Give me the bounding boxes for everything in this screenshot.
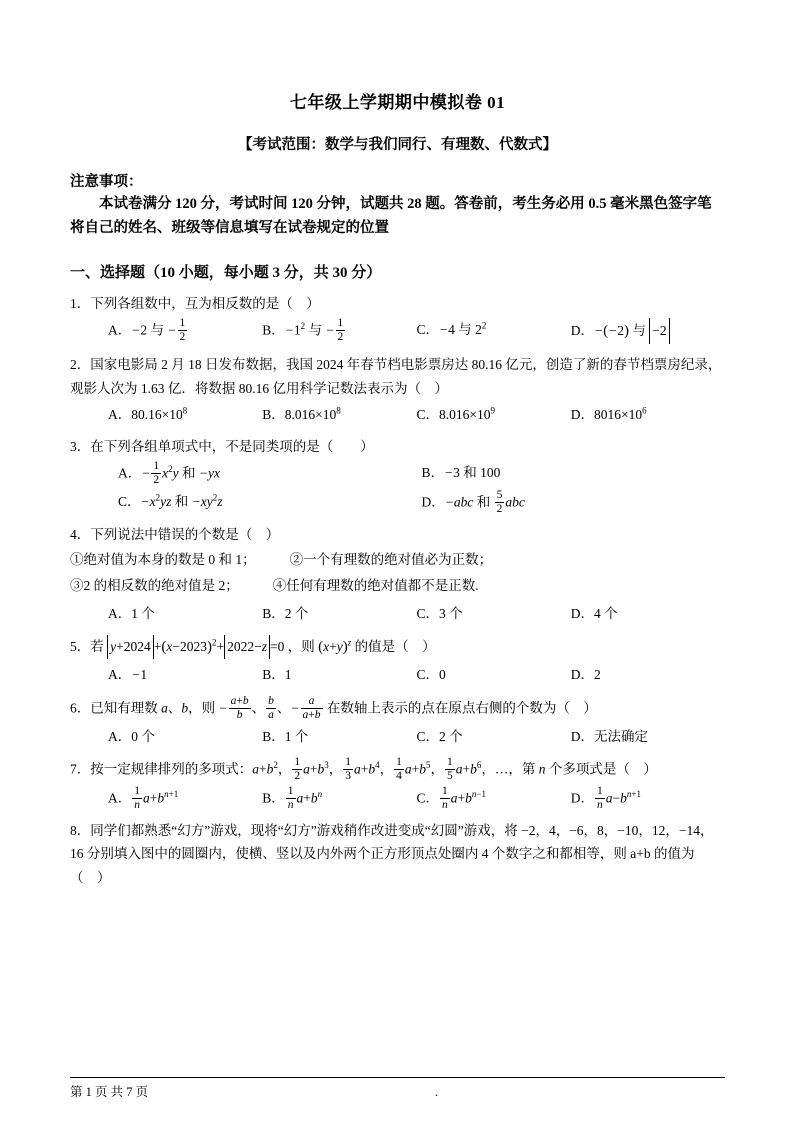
question-6-option-a: A．0 个	[108, 728, 155, 744]
question-2-text-line1: 国家电影局 2 月 18 日发布数据，我国 2024 年春节档电影票房达 80.16 亿元，创造了新的春节档票房纪录，	[90, 356, 722, 372]
question-7	[70, 756, 725, 812]
question-2-option-a: A．$80.16\times 10^8$	[108, 405, 188, 423]
question-1-number: 1．	[70, 295, 91, 311]
footer-page-info: 第 1 页 共 7 页	[70, 1085, 149, 1099]
question-6-option-d: D．无法确定	[570, 728, 648, 744]
question-7-option-a: A． $\frac{1}{n}$ $a+b^{n+1}$	[108, 784, 179, 811]
question-8-stem	[70, 819, 725, 843]
question-5	[70, 634, 725, 688]
question-7-option-b: B． $\frac{1}{n}$ $a+b^n$	[262, 784, 323, 811]
question-4-option-a: A．1 个	[108, 606, 155, 622]
question-6-options	[70, 724, 725, 750]
question-7-options	[70, 785, 725, 812]
question-2-stem	[70, 353, 725, 377]
question-7-stem: 7．按一定规律排列的多项式：$a+b^2$， $\frac{1}{2}$ $a+b^3$， $\frac{1}{3}$ $a+b^4$， $\frac{1}{4}$ $a+b^5$， $\frac{1}{5}$ $a+b^6$，…，第 n 个多项式是（ ）	[70, 756, 657, 783]
question-1-option-d: D．−(−2) 与 −2	[571, 317, 725, 346]
question-4-subitems-row2	[70, 573, 725, 599]
question-8	[70, 819, 725, 890]
question-2	[70, 353, 725, 428]
question-2-text-line2: 观影人次为 1.63 亿．将数据 80.16 亿用科学记数法表示为（ ）	[70, 380, 448, 396]
question-4-subitems-row1	[70, 547, 725, 573]
page-content	[70, 88, 725, 897]
question-8-text-line1: 同学们都熟悉“幻方”游戏，现将“幻方”游戏稍作改进变成“幻圆”游戏，将 −2，4，−6，8，−10，12，−14，	[90, 822, 714, 838]
question-2-option-b: B．$8.016\times 10^8$	[262, 405, 341, 423]
notice-label: 注意事项：	[70, 174, 143, 190]
question-1-option-c: C．−4 与 $2^2$	[416, 320, 487, 338]
question-5-option-c: C．0	[416, 667, 446, 683]
question-7-number: 7．	[70, 761, 91, 777]
question-3-option-a: A．− $\frac{1}{2}$ $x^2y$ 和 −yx	[118, 460, 220, 487]
question-3-option-c: C．$-x^2yz$ 和 $-xy^2z$	[118, 492, 223, 510]
question-5-option-a: A．−1	[108, 667, 148, 683]
question-1	[70, 292, 725, 346]
question-7-option-c: C． $\frac{1}{n}$ $a+b^{n-1}$	[416, 784, 486, 811]
question-2-option-c: C．$8.016\times 10^9$	[416, 405, 495, 423]
question-1-options	[70, 317, 725, 346]
page-footer	[70, 1077, 725, 1100]
question-4-option-d: D．4 个	[570, 606, 618, 622]
page-title: 七年级上学期期中模拟卷 01	[289, 93, 506, 112]
question-8-text-line2: 16 分别填入图中的圆圈内，使横、竖以及内外两个正方形顶点处圈内 4 个数字之和都相等，则 a+b 的值为	[70, 846, 695, 862]
question-3-stem	[70, 435, 725, 459]
question-3	[70, 435, 725, 516]
question-3-options-row2	[70, 489, 725, 516]
question-2-options	[70, 402, 725, 428]
question-5-options	[70, 662, 725, 688]
question-1-text: 下列各组数中，互为相反数的是（ ）	[90, 295, 320, 311]
notice-body: 本试卷满分 120 分，考试时间 120 分钟，试题共 28 题。答卷前，考生务必用 0.5 毫米黑色签字笔将自己的姓名、班级等信息填写在试卷规定的位置	[70, 196, 712, 236]
exam-range: 【考试范围：数学与我们同行、有理数、代数式】	[238, 137, 557, 153]
question-6-option-c: C．2 个	[416, 728, 463, 744]
question-4-stem	[70, 523, 725, 547]
question-3-options-row1	[70, 460, 725, 487]
question-3-text: 在下列各组单项式中，不是同类项的是（ ）	[90, 438, 374, 454]
question-1-stem	[70, 292, 725, 316]
question-7-option-d: D． $\frac{1}{n}$ $a-b^{n+1}$	[570, 784, 641, 811]
question-3-option-d: D．−abc 和 $\frac{5}{2}$ abc	[421, 489, 525, 516]
question-5-stem: 5．若 $y+2024 +(x-2023)^2+ 2022-z =0$ ，则 $(x+y)^z$ 的值是（ ）	[70, 634, 725, 660]
question-6-stem: 6．已知有理数 a、b，则 − $\frac{a+b}{b}$ 、 $\frac{b}{a}$ 、− $\frac{a}{a+b}$ 在数轴上表示的点在原点右侧的个数为（ ）	[70, 694, 597, 721]
question-6-number: 6．	[70, 700, 91, 716]
question-4-subitem-2: ②一个有理数的绝对值必为正数；	[289, 551, 493, 567]
question-3-number: 3．	[70, 438, 91, 454]
question-1-option-a: A．−2 与 − $\frac{1}{2}$	[108, 317, 186, 344]
question-4-options	[70, 601, 725, 627]
question-4-subitem-3: ③2 的相反数的绝对值是 2；	[70, 577, 239, 593]
question-8-number: 8．	[70, 822, 91, 838]
question-2-option-d: D．$8016\times 10^6$	[570, 405, 647, 423]
question-1-option-b: B．$-1^2$ 与 − $\frac{1}{2}$	[262, 317, 344, 344]
question-3-option-b: B．−3 和 100	[421, 465, 501, 481]
question-5-number: 5．	[70, 638, 91, 654]
question-4-number: 4．	[70, 526, 91, 542]
question-4-option-c: C．3 个	[416, 606, 463, 622]
footer-center-mark: .	[435, 1085, 439, 1099]
question-4-text: 下列说法中错误的个数是（ ）	[90, 526, 280, 542]
question-6	[70, 695, 725, 749]
section-heading-choice: 一、选择题（10 小题，每小题 3 分，共 30 分）	[70, 264, 382, 281]
question-8-text-line3: （ ）	[70, 869, 111, 885]
question-4-option-b: B．2 个	[262, 606, 309, 622]
question-2-number: 2．	[70, 356, 91, 372]
question-5-option-b: B．1	[262, 667, 292, 683]
question-6-option-b: B．1 个	[262, 728, 309, 744]
question-4-subitem-1: ①绝对值为本身的数是 0 和 1；	[70, 551, 256, 567]
question-4	[70, 523, 725, 627]
question-4-subitem-4: ④任何有理数的绝对值都不是正数.	[272, 577, 479, 593]
question-5-option-d: D．2	[570, 667, 601, 683]
